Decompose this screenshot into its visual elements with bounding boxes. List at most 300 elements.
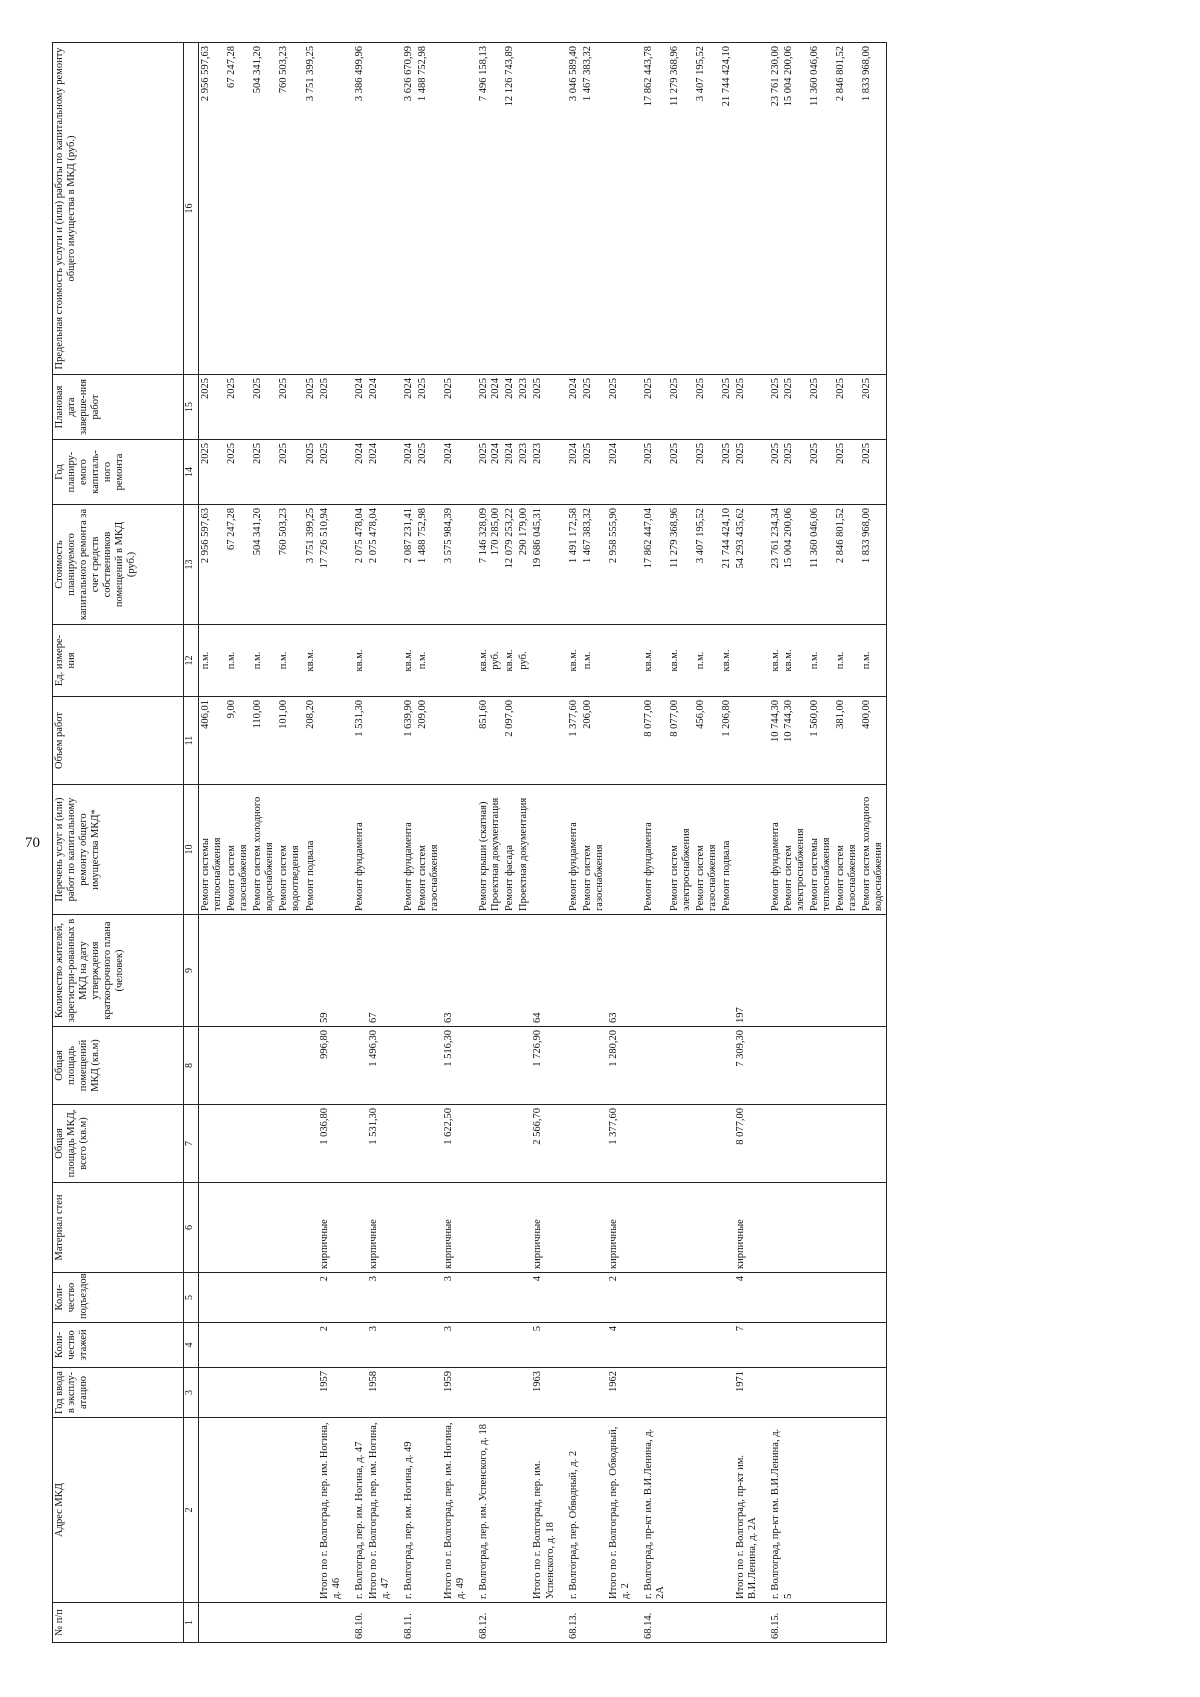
repair-year: 2025 (720, 440, 734, 505)
entrances: 2 (607, 1273, 633, 1323)
year-built (668, 1368, 694, 1418)
limit-cost (442, 43, 468, 375)
work-type: Ремонт фундамента Ремонт систем электроснабжения (760, 785, 807, 915)
column-number: 11 (184, 697, 199, 785)
total-area (304, 1105, 318, 1183)
address (581, 1418, 607, 1603)
address (860, 1418, 887, 1603)
total-area: 1 531,30 (367, 1105, 393, 1183)
planned-cost: 2 075 478,04 (344, 505, 367, 625)
year-built (760, 1368, 807, 1418)
work-type (367, 785, 393, 915)
planned-cost: 2 075 478,04 (367, 505, 393, 625)
year-built (199, 1368, 226, 1418)
limit-cost (607, 43, 633, 375)
column-header: Предельная стоимость услуги и (или) работы по капитальному ремонту общего имущества в МКД (руб.) (53, 43, 184, 375)
work-type (318, 785, 344, 915)
rotated-table-container (52, 43, 1162, 1643)
planned-cost: 17 726 510,94 (318, 505, 344, 625)
limit-cost: 1 833 968,00 (860, 43, 887, 375)
table-row (416, 43, 442, 1643)
column-number: 4 (184, 1323, 199, 1368)
planned-cost: 2 846 801,52 (834, 505, 860, 625)
entrances (808, 1273, 834, 1323)
floors (808, 1323, 834, 1368)
work-type (531, 785, 557, 915)
work-volume (367, 697, 393, 785)
planned-cost: 7 146 328,09 170 285,00 (468, 505, 503, 625)
row-number (367, 1603, 393, 1643)
residents (416, 915, 442, 1027)
unit: п.м. (416, 625, 442, 697)
work-type: Ремонт систем газоснабжения (834, 785, 860, 915)
entrances: 4 (734, 1273, 760, 1323)
limit-cost: 504 341,20 (251, 43, 277, 375)
completion-year: 2023 (517, 375, 531, 440)
column-header: Год планиру-емого капиталь-ного ремонта (53, 440, 184, 505)
work-type: Ремонт систем газоснабжения (581, 785, 607, 915)
floors (277, 1323, 303, 1368)
limit-cost: 2 956 597,63 (199, 43, 226, 375)
entrances (344, 1273, 367, 1323)
column-header: Коли-чество подъездов (53, 1273, 184, 1323)
work-volume: 8 077,00 (633, 697, 668, 785)
year-built: 1962 (607, 1368, 633, 1418)
completion-year: 2025 (668, 375, 694, 440)
address: г. Волгоград, пр-кт им. В.И.Ленина, д. 2А (633, 1418, 668, 1603)
unit: руб. (517, 625, 531, 697)
table-row (581, 43, 607, 1643)
work-volume (517, 697, 531, 785)
year-built (860, 1368, 887, 1418)
year-built (720, 1368, 734, 1418)
residents (581, 915, 607, 1027)
address (503, 1418, 517, 1603)
entrances (468, 1273, 503, 1323)
row-number (720, 1603, 734, 1643)
limit-cost: 760 503,23 (277, 43, 303, 375)
premises-area (517, 1027, 531, 1105)
repair-year: 2025 (318, 440, 344, 505)
unit (531, 625, 557, 697)
column-header: Перечень услуг и (или) работ по капитальному ремонту общего имущества МКД* (53, 785, 184, 915)
limit-cost: 67 247,28 (225, 43, 251, 375)
unit: кв.м. (633, 625, 668, 697)
floors: 3 (367, 1323, 393, 1368)
work-volume: 209,00 (416, 697, 442, 785)
column-header: Объем работ (53, 697, 184, 785)
work-volume: 1 377,60 (558, 697, 581, 785)
work-type: Ремонт фундамента (633, 785, 668, 915)
total-area (503, 1105, 517, 1183)
year-built (251, 1368, 277, 1418)
total-area (517, 1105, 531, 1183)
address: г. Волгоград, пер. им. Успенского, д. 18 (468, 1418, 503, 1603)
wall-material: кирпичные (318, 1183, 344, 1273)
repair-year: 2024 (344, 440, 367, 505)
residents: 67 (367, 915, 393, 1027)
entrances: 3 (442, 1273, 468, 1323)
wall-material (633, 1183, 668, 1273)
year-built: 1959 (442, 1368, 468, 1418)
repair-year: 2024 (607, 440, 633, 505)
unit (367, 625, 393, 697)
work-type: Ремонт систем холодного водоснабжения (251, 785, 277, 915)
table-row (367, 43, 393, 1643)
total-area (720, 1105, 734, 1183)
repair-year: 2025 (734, 440, 760, 505)
total-area (393, 1105, 416, 1183)
unit (442, 625, 468, 697)
table-row (860, 43, 887, 1643)
planned-cost: 1 833 968,00 (860, 505, 887, 625)
wall-material (558, 1183, 581, 1273)
total-area (251, 1105, 277, 1183)
column-number: 16 (184, 43, 199, 375)
year-built (694, 1368, 720, 1418)
year-built: 1971 (734, 1368, 760, 1418)
total-area: 8 077,00 (734, 1105, 760, 1183)
completion-year: 2025 (860, 375, 887, 440)
completion-year: 2025 (694, 375, 720, 440)
work-type: Ремонт систем водоотведения (277, 785, 303, 915)
work-volume: 208,20 (304, 697, 318, 785)
table-row (318, 43, 344, 1643)
column-header: Общая площадь помещений МКД (кв.м) (53, 1027, 184, 1105)
repair-year: 2025 (251, 440, 277, 505)
work-type: Ремонт фундамента (558, 785, 581, 915)
limit-cost: 3 407 195,52 (694, 43, 720, 375)
residents: 64 (531, 915, 557, 1027)
planned-cost: 3 751 399,25 (304, 505, 318, 625)
entrances (251, 1273, 277, 1323)
entrances: 2 (318, 1273, 344, 1323)
row-number: 68.13. (558, 1603, 581, 1643)
premises-area (344, 1027, 367, 1105)
floors (760, 1323, 807, 1368)
table-row (304, 43, 318, 1643)
table-row (694, 43, 720, 1643)
work-volume (531, 697, 557, 785)
year-built (468, 1368, 503, 1418)
premises-area (225, 1027, 251, 1105)
wall-material (199, 1183, 226, 1273)
column-number: 8 (184, 1027, 199, 1105)
premises-area: 1 516,30 (442, 1027, 468, 1105)
column-number: 13 (184, 505, 199, 625)
unit: п.м. (808, 625, 834, 697)
completion-year: 2025 2024 (468, 375, 503, 440)
repair-year: 2024 (393, 440, 416, 505)
wall-material (277, 1183, 303, 1273)
repair-year: 2025 (834, 440, 860, 505)
table-row (225, 43, 251, 1643)
work-volume: 101,00 (277, 697, 303, 785)
limit-cost (367, 43, 393, 375)
work-volume: 851,60 (468, 697, 503, 785)
premises-area (834, 1027, 860, 1105)
total-area (760, 1105, 807, 1183)
completion-year: 2024 (503, 375, 517, 440)
premises-area (251, 1027, 277, 1105)
premises-area (558, 1027, 581, 1105)
work-volume (318, 697, 344, 785)
entrances (225, 1273, 251, 1323)
completion-year: 2025 (442, 375, 468, 440)
address (416, 1418, 442, 1603)
column-number-row (184, 43, 199, 1643)
limit-cost: 21 744 424,10 (720, 43, 734, 375)
work-volume: 1 560,00 (808, 697, 834, 785)
work-volume: 206,00 (581, 697, 607, 785)
completion-year: 2025 (720, 375, 734, 440)
planned-cost: 2 958 555,90 (607, 505, 633, 625)
limit-cost: 23 761 230,00 15 004 200,06 (760, 43, 807, 375)
premises-area (808, 1027, 834, 1105)
residents: 63 (442, 915, 468, 1027)
column-header: Общая площадь МКД, всего (кв.м) (53, 1105, 184, 1183)
wall-material: кирпичные (607, 1183, 633, 1273)
residents (277, 915, 303, 1027)
row-number (808, 1603, 834, 1643)
floors: 2 (318, 1323, 344, 1368)
row-number (517, 1603, 531, 1643)
repair-year: 2024 (558, 440, 581, 505)
premises-area: 1 496,30 (367, 1027, 393, 1105)
entrances (558, 1273, 581, 1323)
year-built: 1958 (367, 1368, 393, 1418)
premises-area (760, 1027, 807, 1105)
entrances (517, 1273, 531, 1323)
repair-year: 2024 (367, 440, 393, 505)
wall-material (416, 1183, 442, 1273)
residents (503, 915, 517, 1027)
unit (318, 625, 344, 697)
row-number (318, 1603, 344, 1643)
column-header: Стоимость планируемого капитального ремонта за счет средств собственников помещений в МКД (руб.) (53, 505, 184, 625)
entrances (760, 1273, 807, 1323)
limit-cost: 1 488 752,98 (416, 43, 442, 375)
residents (760, 915, 807, 1027)
total-area (808, 1105, 834, 1183)
column-number: 15 (184, 375, 199, 440)
residents (251, 915, 277, 1027)
entrances (304, 1273, 318, 1323)
table-row (607, 43, 633, 1643)
unit: п.м. (581, 625, 607, 697)
table-row (277, 43, 303, 1643)
limit-cost: 12 126 743,89 (503, 43, 517, 375)
residents (694, 915, 720, 1027)
floors: 4 (607, 1323, 633, 1368)
repair-year: 2025 (416, 440, 442, 505)
unit: кв.м. (668, 625, 694, 697)
repair-year: 2025 (633, 440, 668, 505)
address: г. Волгоград, пер. им. Ногина, д. 49 (393, 1418, 416, 1603)
wall-material (503, 1183, 517, 1273)
completion-year: 2025 (277, 375, 303, 440)
work-volume: 8 077,00 (668, 697, 694, 785)
table-row (199, 43, 226, 1643)
floors (581, 1323, 607, 1368)
premises-area (633, 1027, 668, 1105)
limit-cost (318, 43, 344, 375)
work-volume: 381,00 (834, 697, 860, 785)
completion-year: 2025 (416, 375, 442, 440)
total-area (633, 1105, 668, 1183)
completion-year: 2025 (581, 375, 607, 440)
work-volume: 1 206,80 (720, 697, 734, 785)
row-number (304, 1603, 318, 1643)
floors (393, 1323, 416, 1368)
row-number (503, 1603, 517, 1643)
completion-year: 2025 (734, 375, 760, 440)
residents (199, 915, 226, 1027)
column-number: 10 (184, 785, 199, 915)
unit: п.м. (834, 625, 860, 697)
unit: п.м. (225, 625, 251, 697)
entrances (277, 1273, 303, 1323)
completion-year: 2024 (367, 375, 393, 440)
entrances (633, 1273, 668, 1323)
year-built (558, 1368, 581, 1418)
table-row (558, 43, 581, 1643)
column-number: 6 (184, 1183, 199, 1273)
year-built (834, 1368, 860, 1418)
premises-area (468, 1027, 503, 1105)
address (277, 1418, 303, 1603)
floors (517, 1323, 531, 1368)
column-number: 14 (184, 440, 199, 505)
entrances (694, 1273, 720, 1323)
total-area (225, 1105, 251, 1183)
planned-cost: 2 956 597,63 (199, 505, 226, 625)
premises-area (277, 1027, 303, 1105)
premises-area: 996,80 (318, 1027, 344, 1105)
premises-area (694, 1027, 720, 1105)
limit-cost: 3 046 589,40 (558, 43, 581, 375)
row-number: 68.14. (633, 1603, 668, 1643)
work-type: Ремонт подвала (720, 785, 734, 915)
premises-area (720, 1027, 734, 1105)
limit-cost: 17 862 443,78 (633, 43, 668, 375)
planned-cost: 21 744 424,10 (720, 505, 734, 625)
entrances (199, 1273, 226, 1323)
limit-cost: 11 279 368,96 (668, 43, 694, 375)
table-row (760, 43, 807, 1643)
year-built (808, 1368, 834, 1418)
work-volume: 1 639,90 (393, 697, 416, 785)
table-row (517, 43, 531, 1643)
total-area (468, 1105, 503, 1183)
column-header: № п/п (53, 1603, 184, 1643)
work-volume: 456,00 (694, 697, 720, 785)
work-volume (734, 697, 760, 785)
repair-year: 2025 2024 (468, 440, 503, 505)
residents (344, 915, 367, 1027)
total-area (668, 1105, 694, 1183)
table-row (720, 43, 734, 1643)
address (304, 1418, 318, 1603)
wall-material (694, 1183, 720, 1273)
wall-material (581, 1183, 607, 1273)
total-area (834, 1105, 860, 1183)
limit-cost: 1 467 383,32 (581, 43, 607, 375)
address: Итого по г. Волгоград, пер. Обводный, д. 2 (607, 1418, 633, 1603)
completion-year: 2024 (393, 375, 416, 440)
limit-cost (734, 43, 760, 375)
planned-cost: 2 087 231,41 (393, 505, 416, 625)
work-volume (442, 697, 468, 785)
entrances: 4 (531, 1273, 557, 1323)
address (834, 1418, 860, 1603)
entrances (581, 1273, 607, 1323)
wall-material (344, 1183, 367, 1273)
work-type: Ремонт систем газоснабжения (416, 785, 442, 915)
premises-area (581, 1027, 607, 1105)
residents (393, 915, 416, 1027)
residents: 197 (734, 915, 760, 1027)
floors: 5 (531, 1323, 557, 1368)
row-number (834, 1603, 860, 1643)
work-volume: 2 097,00 (503, 697, 517, 785)
year-built (225, 1368, 251, 1418)
unit: кв.м. (304, 625, 318, 697)
total-area (558, 1105, 581, 1183)
planned-cost: 19 686 045,31 (531, 505, 557, 625)
column-number: 5 (184, 1273, 199, 1323)
year-built (633, 1368, 668, 1418)
address: Итого по г. Волгоград, пер. им. Ногина, д. 47 (367, 1418, 393, 1603)
planned-cost: 290 179,00 (517, 505, 531, 625)
table-row (468, 43, 503, 1643)
work-volume: 10 744,30 10 744,30 (760, 697, 807, 785)
completion-year: 2025 (607, 375, 633, 440)
wall-material (393, 1183, 416, 1273)
column-header: Коли-чество этажей (53, 1323, 184, 1368)
unit: п.м. (277, 625, 303, 697)
total-area: 1 377,60 (607, 1105, 633, 1183)
work-type: Ремонт фасада (503, 785, 517, 915)
floors (304, 1323, 318, 1368)
work-volume (607, 697, 633, 785)
wall-material (517, 1183, 531, 1273)
limit-cost: 2 846 801,52 (834, 43, 860, 375)
repair-year: 2025 (668, 440, 694, 505)
row-number (860, 1603, 887, 1643)
year-built (344, 1368, 367, 1418)
premises-area (503, 1027, 517, 1105)
header-row (53, 43, 184, 1643)
column-header: Плановая дата заверше-ния работ (53, 375, 184, 440)
repair-year: 2025 (808, 440, 834, 505)
entrances (668, 1273, 694, 1323)
column-number: 7 (184, 1105, 199, 1183)
year-built: 1963 (531, 1368, 557, 1418)
floors (668, 1323, 694, 1368)
floors (503, 1323, 517, 1368)
wall-material (251, 1183, 277, 1273)
column-header: Материал стен (53, 1183, 184, 1273)
address (517, 1418, 531, 1603)
work-type: Ремонт систем холодного водоснабжения (860, 785, 887, 915)
limit-cost: 7 496 158,13 (468, 43, 503, 375)
premises-area (668, 1027, 694, 1105)
repair-year: 2025 (199, 440, 226, 505)
address (225, 1418, 251, 1603)
wall-material: кирпичные (442, 1183, 468, 1273)
year-built (581, 1368, 607, 1418)
